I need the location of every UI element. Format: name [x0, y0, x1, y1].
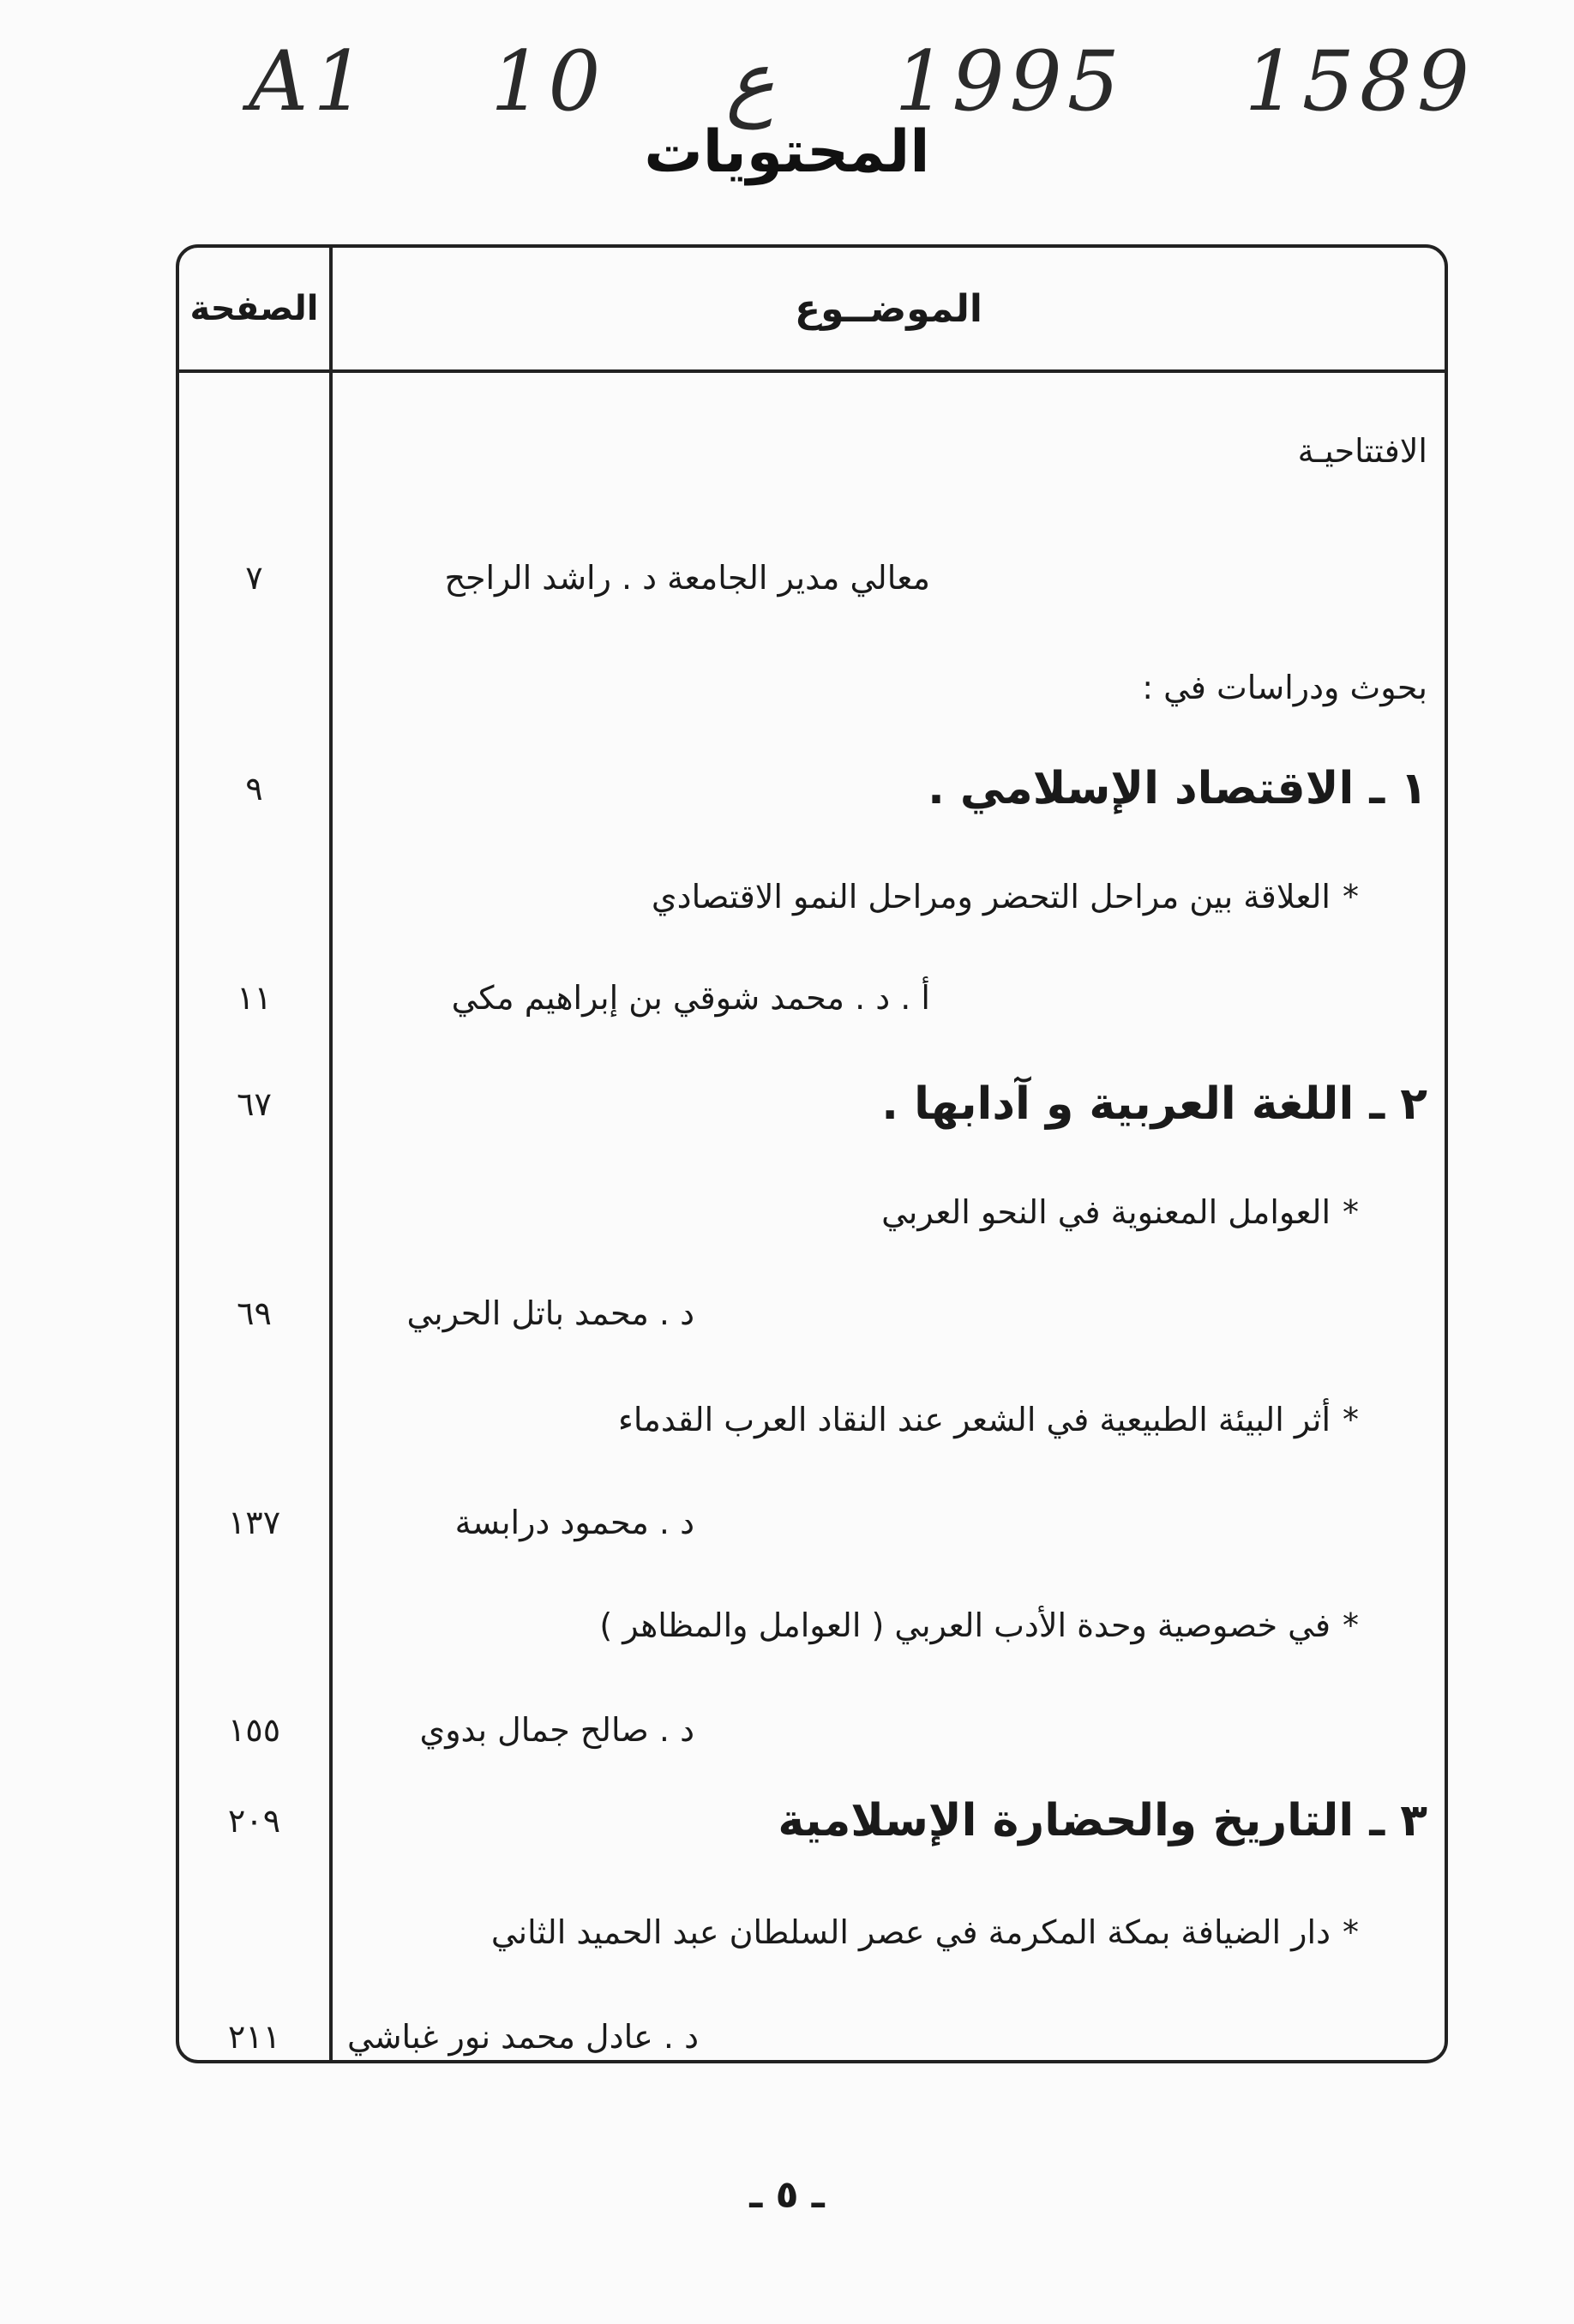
row-subject: بحوث ودراسات في :: [1142, 669, 1427, 706]
section-heading: ٣ ـ التاريخ والحضارة الإسلامية: [778, 1795, 1427, 1847]
row-subject: معالي مدير الجامعة د . راشد الراجح: [444, 559, 930, 597]
section-heading: ٢ ـ اللغة العربية و آدابها .: [881, 1078, 1427, 1130]
row-subject: [351, 1174, 1359, 1251]
hand-note-part: 1995: [894, 33, 1125, 129]
table-row: [179, 412, 1445, 489]
row-page: ١٣٧: [227, 1504, 281, 1541]
row-subject: [351, 858, 1359, 935]
header-subject: الموضــوع: [795, 286, 982, 331]
hand-note-part: A1: [249, 33, 371, 129]
hand-note-part: 10: [490, 33, 606, 129]
row-page: ٧: [245, 559, 263, 597]
table-row: [179, 1691, 1445, 1769]
bullet-star: *: [1343, 1193, 1359, 1231]
hand-note-part: 1589: [1244, 33, 1475, 129]
row-subject: الافتتاحيـة: [1297, 432, 1427, 470]
row-page: [179, 1174, 329, 1251]
table-row: [179, 959, 1445, 1036]
table-row: [179, 1782, 1445, 1859]
row-page: ٢٠٩: [227, 1802, 281, 1840]
table-row: [179, 1587, 1445, 1664]
row-subject: د . صالح جمال بدوي: [419, 1711, 694, 1749]
row-subject: أ . د . محمد شوقي بن إبراهيم مكي: [451, 979, 930, 1017]
table-row: [179, 649, 1445, 726]
table-header: [179, 248, 1445, 373]
row-subject: [351, 1587, 1359, 1664]
row-page: ١٥٥: [227, 1711, 281, 1749]
row-subject: د . محمد باتل الحربي: [406, 1294, 694, 1332]
toc-table: [176, 244, 1448, 2063]
row-subject-text: دار الضيافة بمكة المكرمة في عصر السلطان عبد الحميد الثاني: [490, 1913, 1331, 1951]
row-page: [179, 858, 329, 935]
row-subject: [351, 1894, 1359, 1971]
table-row: [179, 1381, 1445, 1458]
row-page: [179, 1587, 329, 1664]
hand-note-part: ع: [725, 33, 775, 129]
table-row: [179, 858, 1445, 935]
table-row: [179, 1275, 1445, 1352]
row-subject: د . محمود درابسة: [454, 1504, 694, 1541]
table-row: [179, 750, 1445, 827]
bullet-star: *: [1343, 878, 1359, 916]
row-page: ٦٧: [237, 1085, 272, 1123]
bullet-star: *: [1343, 1401, 1359, 1438]
section-heading: ١ ـ الاقتصاد الإسلامي .: [928, 763, 1427, 814]
row-page: [179, 412, 329, 489]
table-row: [179, 1998, 1445, 2063]
header-page: الصفحة: [189, 289, 319, 328]
table-row: [179, 1174, 1445, 1251]
row-page: ١١: [237, 979, 272, 1017]
row-subject-text: في خصوصية وحدة الأدب العربي ( العوامل والمظاهر ): [599, 1606, 1331, 1644]
row-page: [179, 1894, 329, 1971]
table-row: [179, 1894, 1445, 1971]
table-row: [179, 539, 1445, 616]
row-page: ٦٩: [237, 1294, 272, 1332]
row-page: ٩: [245, 770, 263, 808]
row-page: [179, 649, 329, 726]
table-row: [179, 1066, 1445, 1143]
table-row: [179, 1484, 1445, 1561]
row-subject-text: العلاقة بين مراحل التحضر ومراحل النمو الاقتصادي: [651, 878, 1331, 916]
bullet-star: *: [1343, 1913, 1359, 1951]
page-number: ـ ٥ ـ: [749, 2173, 825, 2217]
row-page: [179, 1381, 329, 1458]
row-subject-text: أثر البيئة الطبيعية في الشعر عند النقاد العرب القدماء: [618, 1401, 1331, 1438]
row-subject: د . عادل محمد نور غباشي: [347, 2018, 699, 2056]
page-title: المحتويات: [644, 118, 930, 186]
row-subject: [351, 1381, 1359, 1458]
row-subject-text: العوامل المعنوية في النحو العربي: [881, 1193, 1331, 1231]
row-page: ٢١١: [227, 2018, 281, 2056]
bullet-star: *: [1343, 1606, 1359, 1644]
